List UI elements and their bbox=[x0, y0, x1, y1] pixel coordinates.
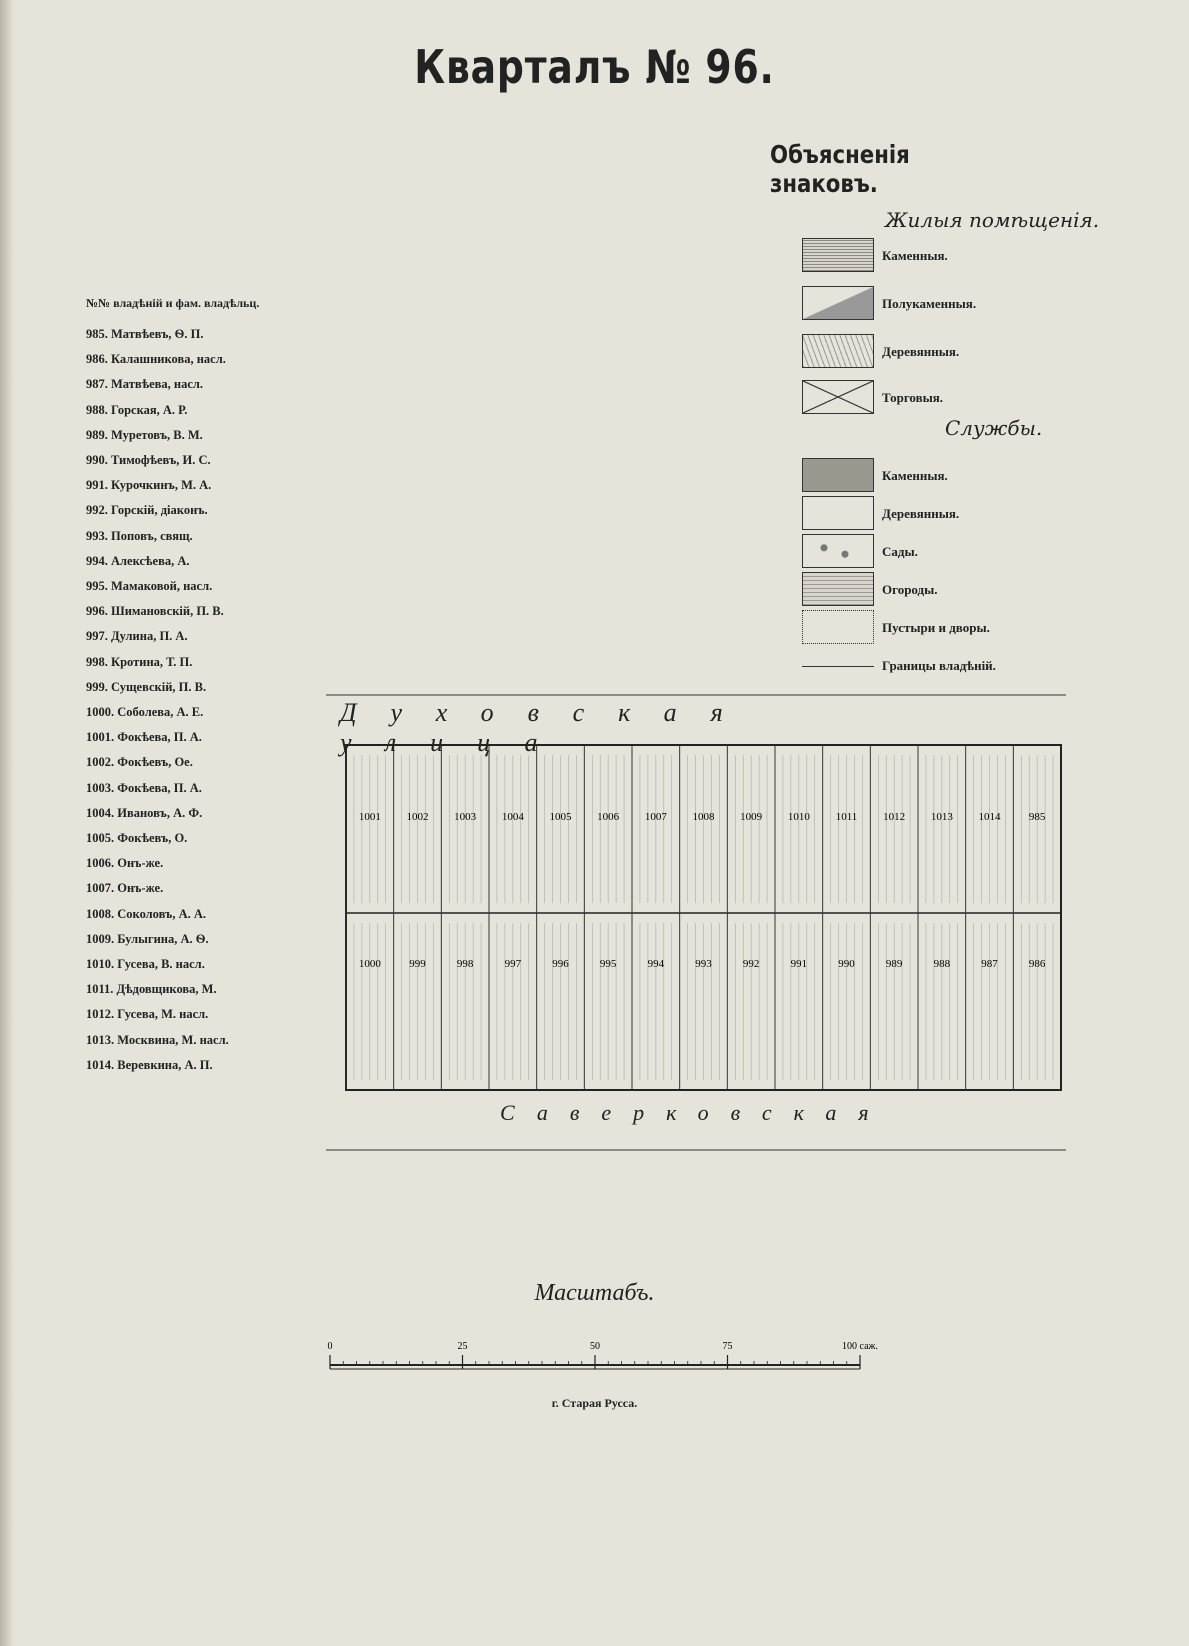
bottom-lot-label: 997 bbox=[504, 958, 522, 970]
owner-row: 990. Тимофѣевъ, И. С. bbox=[86, 453, 211, 468]
owner-row: 988. Горская, А. Р. bbox=[86, 402, 188, 417]
legend-item-wood-service bbox=[802, 496, 1102, 536]
top-lot-label: 1007 bbox=[644, 811, 667, 823]
legend-item-yards bbox=[802, 610, 1102, 650]
block-map bbox=[326, 690, 1086, 1160]
scale-bar bbox=[320, 1325, 920, 1395]
top-lot-label: 1002 bbox=[406, 811, 429, 823]
legend-label: Сады. bbox=[882, 544, 918, 559]
top-lot-label: 1009 bbox=[740, 811, 763, 823]
bottom-lot-label: 989 bbox=[885, 958, 903, 970]
top-lot-label: 1014 bbox=[978, 811, 1001, 823]
wood-service-swatch bbox=[802, 496, 874, 530]
legend-item-trade bbox=[802, 380, 1102, 420]
owners-rows bbox=[86, 322, 296, 1078]
legend-label: Каменныя. bbox=[882, 248, 948, 263]
owner-row: 1011. Дѣдовщикова, М. bbox=[86, 982, 217, 997]
legend-label: Каменныя. bbox=[882, 468, 948, 483]
owner-row: 1014. Веревкина, А. П. bbox=[86, 1057, 213, 1072]
legend-label: Торговыя. bbox=[882, 390, 944, 405]
bottom-lot-label: 993 bbox=[695, 958, 712, 970]
page-title: Кварталъ № 96. bbox=[414, 40, 775, 94]
legend-services-header: Службы. bbox=[945, 416, 1043, 440]
street-bottom-name: Саверковская bbox=[500, 1100, 891, 1125]
bottom-lot-label: 988 bbox=[933, 958, 951, 970]
owner-row: 985. Матвѣевъ, Ѳ. П. bbox=[86, 327, 204, 341]
owner-row: 1005. Фокѣевъ, О. bbox=[86, 831, 188, 846]
legend-item-wood-residential bbox=[802, 334, 1102, 374]
owners-list bbox=[86, 296, 296, 1078]
legend-item-stone-service bbox=[802, 458, 1102, 498]
stone-service-swatch bbox=[802, 458, 874, 492]
legend-item-boundary bbox=[802, 648, 1102, 688]
top-lot-label: 1003 bbox=[454, 811, 477, 823]
top-lots-group bbox=[346, 745, 1053, 913]
scale-tick-label: 25 bbox=[457, 1341, 468, 1352]
owner-row: 998. Кротина, Т. П. bbox=[86, 654, 193, 669]
legend-item-stone-residential bbox=[802, 238, 1102, 278]
top-lot-label: 1013 bbox=[930, 811, 953, 823]
owner-row: 994. Алексѣева, А. bbox=[86, 553, 190, 568]
top-lot-label: 1001 bbox=[358, 811, 381, 823]
owner-row: 995. Мамаковой, насл. bbox=[86, 579, 213, 594]
bottom-lot-label: 986 bbox=[1028, 958, 1046, 970]
bottom-lot-label: 998 bbox=[456, 958, 474, 970]
bottom-lot-label: 990 bbox=[838, 958, 855, 970]
owner-row: 996. Шимановскій, П. В. bbox=[86, 604, 224, 619]
owner-row: 1007. Онъ-же. bbox=[86, 881, 164, 896]
bottom-lot-label: 995 bbox=[599, 958, 617, 970]
scale-tick-label: 75 bbox=[722, 1341, 733, 1352]
bottom-lot-label: 1000 bbox=[358, 958, 381, 970]
trade-swatch bbox=[802, 380, 874, 414]
legend-item-semi-stone bbox=[802, 286, 1102, 326]
owner-row: 987. Матвѣева, насл. bbox=[86, 377, 204, 392]
top-lot-label: 1010 bbox=[787, 811, 810, 823]
boundary-line-swatch bbox=[802, 666, 874, 667]
top-lot-label: 1011 bbox=[835, 811, 858, 823]
owner-row: 1004. Ивановъ, А. Ф. bbox=[86, 805, 203, 820]
top-lot-label: 1004 bbox=[501, 811, 524, 823]
owner-row: 1002. Фокѣевъ, Ое. bbox=[86, 755, 193, 770]
top-lot-label: 1008 bbox=[692, 811, 715, 823]
legend-label: Деревянныя. bbox=[882, 344, 960, 359]
scale-label: Масштабъ. bbox=[534, 1280, 655, 1306]
owner-row: 1012. Гусева, М. насл. bbox=[86, 1007, 209, 1022]
owner-row: 989. Муретовъ, В. М. bbox=[86, 427, 203, 442]
owner-row: 993. Поповъ, свящ. bbox=[86, 528, 193, 543]
legend-label: Пустыри и дворы. bbox=[882, 620, 990, 635]
owner-row: 1006. Онъ-же. bbox=[86, 856, 164, 871]
legend-title: Объясненія знаковъ. bbox=[770, 140, 910, 198]
owner-row: 1003. Фокѣева, П. А. bbox=[86, 780, 202, 795]
semi-stone-swatch bbox=[802, 286, 874, 320]
legend-label: Полукаменныя. bbox=[882, 296, 977, 311]
yards-swatch bbox=[802, 610, 874, 644]
bottom-lot-label: 994 bbox=[647, 958, 665, 970]
city-caption: г. Старая Русса. bbox=[551, 1396, 638, 1410]
owner-row: 997. Дулина, П. А. bbox=[86, 629, 188, 644]
stone-swatch bbox=[802, 238, 874, 272]
top-lot-label: 1006 bbox=[597, 811, 620, 823]
top-lot-label: 985 bbox=[1028, 811, 1046, 823]
owner-row: 1008. Соколовъ, А. А. bbox=[86, 906, 207, 921]
legend-item-garden bbox=[802, 534, 1102, 574]
owner-row: 1010. Гусева, В. насл. bbox=[86, 957, 205, 972]
owner-row: 986. Калашникова, насл. bbox=[86, 352, 226, 367]
owners-header: №№ владѣній и фам. владѣльц. bbox=[86, 296, 260, 310]
kitchen-garden-swatch bbox=[802, 572, 874, 606]
owner-row: 1001. Фокѣева, П. А. bbox=[86, 730, 202, 745]
legend-residential-header: Жилыя помѣщенія. bbox=[885, 208, 1100, 232]
scale-tick-label: 50 bbox=[590, 1341, 600, 1352]
legend-label: Деревянныя. bbox=[882, 506, 960, 521]
top-lot-label: 1005 bbox=[549, 811, 572, 823]
owner-row: 1009. Булыгина, А. Ѳ. bbox=[86, 931, 209, 946]
legend-label: Огороды. bbox=[882, 582, 938, 597]
scale-tick-label: 0 bbox=[327, 1341, 333, 1352]
bottom-lot-label: 987 bbox=[981, 958, 998, 970]
legend-label: Границы владѣній. bbox=[882, 658, 996, 673]
owner-row: 1000. Соболева, А. Е. bbox=[86, 705, 204, 720]
legend-item-kitchen-garden bbox=[802, 572, 1102, 612]
top-lot-label: 1012 bbox=[883, 811, 906, 823]
wood-swatch bbox=[802, 334, 874, 368]
scale-tick-label: 100 саж. bbox=[842, 1341, 878, 1352]
bottom-lot-label: 992 bbox=[742, 958, 760, 970]
bottom-lot-label: 996 bbox=[552, 958, 569, 970]
bottom-lots-group bbox=[346, 913, 1053, 1090]
street-top-name: Духовская улица bbox=[340, 698, 757, 757]
owner-row: 992. Горскій, діаконъ. bbox=[86, 503, 208, 518]
garden-swatch bbox=[802, 534, 874, 568]
bottom-lot-label: 999 bbox=[409, 958, 426, 970]
bottom-lot-label: 991 bbox=[790, 958, 808, 970]
owner-row: 999. Сущевскій, П. В. bbox=[86, 679, 207, 694]
owner-row: 1013. Москвина, М. насл. bbox=[86, 1032, 229, 1047]
owner-row: 991. Курочкинъ, М. А. bbox=[86, 478, 212, 493]
